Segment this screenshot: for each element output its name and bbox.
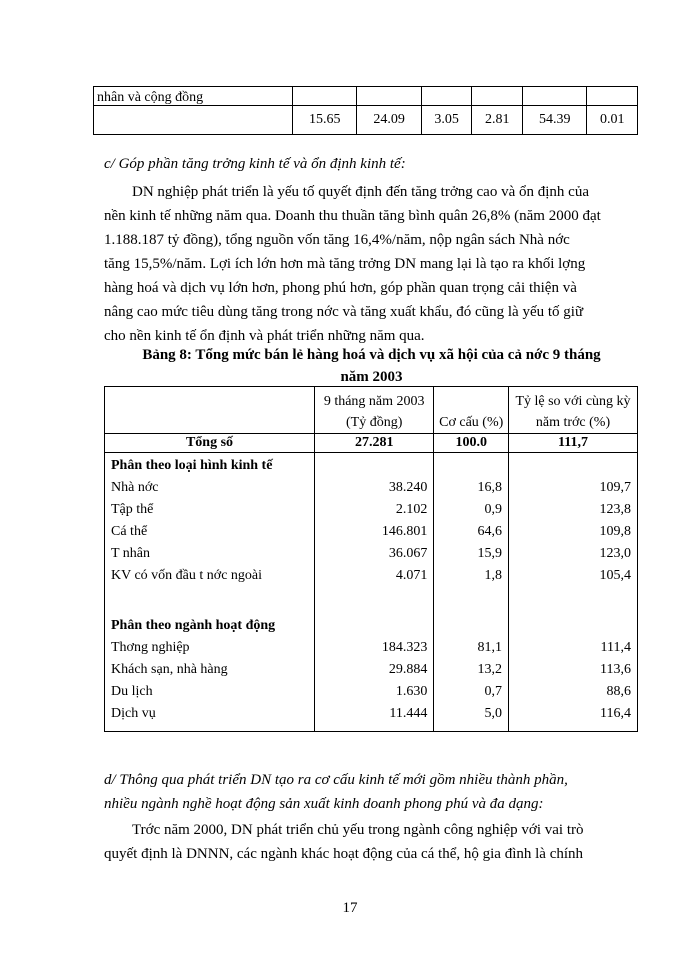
section-c-paragraph xyxy=(104,180,639,348)
table8-row-ratio: 109,8 xyxy=(509,521,638,543)
table8-caption xyxy=(104,344,639,388)
table8-group-heading xyxy=(105,613,638,637)
table8-total-ratio: 111,7 xyxy=(509,434,638,453)
table8-header-cell: Cơ cấu (%) xyxy=(434,387,509,434)
table8-row-ratio: 123,8 xyxy=(509,499,638,521)
table8-row-share: 0,9 xyxy=(434,499,509,521)
table8-total-row xyxy=(105,434,638,453)
table8-row xyxy=(105,499,638,521)
top-table-value: 2.81 xyxy=(472,106,523,135)
top-table-cell xyxy=(421,87,472,106)
top-table-value: 0.01 xyxy=(587,106,638,135)
paragraph-line: nâng cao mức tiêu dùng tăng trong nớc và tăng xuất khẩu, đó cũng là yếu tố giữ xyxy=(104,304,584,320)
top-table-value: 15.65 xyxy=(293,106,357,135)
table8-row xyxy=(105,565,638,587)
table8-row-share: 81,1 xyxy=(434,637,509,659)
table8-row-label: Tập thể xyxy=(105,499,315,521)
paragraph-line: cho nền kinh tế ổn định và phát triển những năm qua. xyxy=(104,328,425,344)
table8-row-share: 13,2 xyxy=(434,659,509,681)
paragraph-line: tăng 15,5%/năm. Lợi ích lớn hơn mà tăng trởng DN mang lại là tạo ra khối lợng xyxy=(104,256,586,272)
paragraph-line: nền kinh tế những năm qua. Doanh thu thuần tăng bình quân 26,8% (năm 2000 đạt xyxy=(104,208,601,224)
top-table-cell xyxy=(94,106,293,135)
table8-total-label: Tổng số xyxy=(105,434,315,453)
table8-row xyxy=(105,521,638,543)
table8-row-label: Cá thể xyxy=(105,521,315,543)
table8-row-value: 38.240 xyxy=(315,477,434,499)
table8-row-label: Du lịch xyxy=(105,681,315,703)
table8-group-title: Phân theo loại hình kinh tế xyxy=(105,453,315,478)
top-table-value: 24.09 xyxy=(357,106,421,135)
table8-row xyxy=(105,543,638,565)
table8-total-value: 27.281 xyxy=(315,434,434,453)
table8-row xyxy=(105,681,638,703)
top-table-cell xyxy=(472,87,523,106)
table8-row-value: 1.630 xyxy=(315,681,434,703)
table8-row-value: 184.323 xyxy=(315,637,434,659)
section-c-heading: c/ Góp phần tăng trởng kinh tế và ổn định kinh tế: xyxy=(104,156,406,172)
table8-row-value: 2.102 xyxy=(315,499,434,521)
table8-row-label: Nhà nớc xyxy=(105,477,315,499)
table8-row-share: 5,0 xyxy=(434,703,509,732)
table8-row xyxy=(105,637,638,659)
table8-row-label: KV có vốn đầu t nớc ngoài xyxy=(105,565,315,587)
table8-row-ratio: 111,4 xyxy=(509,637,638,659)
paragraph-line: quyết định là DNNN, các ngành khác hoạt động của cá thể, hộ gia đình là chính xyxy=(104,846,584,862)
top-table-cell xyxy=(587,87,638,106)
paragraph-line: 1.188.187 tỷ đồng), tổng nguồn vốn tăng 16,4%/năm, nộp ngân sách Nhà nớc xyxy=(104,232,570,248)
table8 xyxy=(104,386,638,732)
paragraph-line: Trớc năm 2000, DN phát triển chủ yếu trong ngành công nghiệp với vai trò xyxy=(132,822,584,838)
table8-row-label: Thơng nghiệp xyxy=(105,637,315,659)
table8-spacer-row xyxy=(105,587,638,613)
table8-row-ratio: 123,0 xyxy=(509,543,638,565)
top-table-value: 3.05 xyxy=(421,106,472,135)
table8-row-ratio: 116,4 xyxy=(509,703,638,732)
section-d-paragraph xyxy=(104,818,639,866)
table8-group-heading xyxy=(105,453,638,478)
table8-row-label: Dịch vụ xyxy=(105,703,315,732)
table8-row-share: 1,8 xyxy=(434,565,509,587)
top-table-label: nhân và cộng đồng xyxy=(97,90,204,105)
section-d-heading-line: d/ Thông qua phát triển DN tạo ra cơ cấu kinh tế mới gồm nhiều thành phần, xyxy=(104,772,568,788)
table8-row-ratio: 109,7 xyxy=(509,477,638,499)
table8-row-value: 4.071 xyxy=(315,565,434,587)
top-table-cell xyxy=(293,87,357,106)
table8-row-value: 11.444 xyxy=(315,703,434,732)
table8-row-ratio: 105,4 xyxy=(509,565,638,587)
table8-row-share: 64,6 xyxy=(434,521,509,543)
page-number: 17 xyxy=(342,900,358,916)
table8-row-value: 36.067 xyxy=(315,543,434,565)
table8-header-row xyxy=(105,387,638,434)
table8-row-ratio: 88,6 xyxy=(509,681,638,703)
table8-group-title: Phân theo ngành hoạt động xyxy=(105,613,315,637)
table8-row-ratio: 113,6 xyxy=(509,659,638,681)
table8-total-share: 100.0 xyxy=(434,434,509,453)
table8-row xyxy=(105,477,638,499)
section-d-heading xyxy=(104,768,639,816)
table8-row xyxy=(105,703,638,732)
table8-row-value: 29.884 xyxy=(315,659,434,681)
table8-row-label: Khách sạn, nhà hàng xyxy=(105,659,315,681)
top-table-cell xyxy=(522,87,586,106)
top-table-value: 54.39 xyxy=(522,106,586,135)
table8-row-share: 15,9 xyxy=(434,543,509,565)
paragraph-line: hàng hoá và dịch vụ lớn hơn, phong phú hơn, góp phần quan trọng cải thiện và xyxy=(104,280,577,296)
top-table-fragment xyxy=(93,86,638,135)
table8-row-label: T nhân xyxy=(105,543,315,565)
top-table-label-cell xyxy=(94,87,293,106)
table8-row xyxy=(105,659,638,681)
top-table-cell xyxy=(357,87,421,106)
table8-header-cell xyxy=(105,387,315,434)
table8-caption-line: Bảng 8: Tổng mức bán lẻ hàng hoá và dịch vụ xã hội của cả nớc 9 tháng xyxy=(142,347,601,363)
paragraph-line: DN nghiệp phát triển là yếu tố quyết định đến tăng trởng cao và ổn định của xyxy=(132,184,589,200)
table8-header-cell: Tỷ lệ so với cùng kỳ năm trớc (%) xyxy=(509,387,638,434)
table8-row-share: 0,7 xyxy=(434,681,509,703)
table8-row-share: 16,8 xyxy=(434,477,509,499)
table8-caption-line: năm 2003 xyxy=(340,369,403,385)
table8-header-cell: 9 tháng năm 2003 (Tỷ đồng) xyxy=(315,387,434,434)
table8-row-value: 146.801 xyxy=(315,521,434,543)
section-d-heading-line: nhiều ngành nghề hoạt động sản xuất kinh doanh phong phú và đa dạng: xyxy=(104,796,544,812)
